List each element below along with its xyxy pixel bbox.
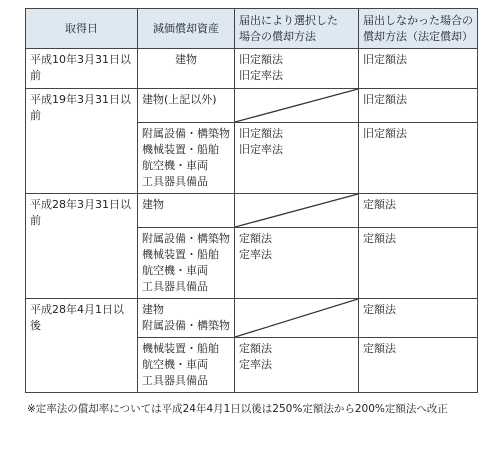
header-elected-method-line2: 場合の償却方法 <box>239 29 316 43</box>
not-applicable-slash-cell <box>235 299 359 338</box>
statutory-method-cell: 定額法 <box>359 299 478 338</box>
asset-label: 附属設備・構築物 <box>142 127 230 140</box>
method-label: 定率法 <box>239 248 272 261</box>
asset-label: 工具器具備品 <box>142 175 208 188</box>
asset-cell <box>138 123 235 194</box>
header-statutory-method-line2: 償却方法（法定償却） <box>363 29 473 43</box>
method-label: 定額法 <box>239 232 272 245</box>
acquisition-date-cell: 平成19年3月31日以前 <box>26 89 138 194</box>
acquisition-date-cell: 平成28年4月1日以後 <box>26 299 138 393</box>
header-acquisition-date: 取得日 <box>26 9 138 49</box>
table-row <box>26 299 478 338</box>
asset-cell: 建物 <box>138 49 235 89</box>
asset-label: 機械装置・船舶 <box>142 143 219 156</box>
asset-label: 機械装置・船舶 <box>142 342 219 355</box>
header-depreciable-asset: 減価償却資産 <box>138 9 235 49</box>
acquisition-date-cell: 平成10年3月31日以前 <box>26 49 138 89</box>
table-row <box>26 194 478 228</box>
asset-label: 工具器具備品 <box>142 374 208 387</box>
asset-cell <box>138 228 235 299</box>
footnote: ※定率法の償却率については平成24年4月1日以後は250%定額法から200%定額法へ改正 <box>27 403 448 415</box>
asset-cell <box>138 299 235 338</box>
statutory-method-cell: 定額法 <box>359 228 478 299</box>
asset-cell: 建物 <box>138 194 235 228</box>
elected-method-cell <box>235 123 359 194</box>
diagonal-slash-icon <box>235 194 358 227</box>
table-row <box>26 49 478 89</box>
statutory-method-cell: 旧定額法 <box>359 123 478 194</box>
method-label: 定額法 <box>239 342 272 355</box>
statutory-method-cell: 定額法 <box>359 194 478 228</box>
diagonal-slash-icon <box>235 299 358 337</box>
not-applicable-slash-cell <box>235 194 359 228</box>
header-elected-method-line1: 届出により選択した <box>239 13 338 27</box>
statutory-method-cell: 旧定額法 <box>359 49 478 89</box>
table-header-row <box>26 9 478 49</box>
elected-method-cell <box>235 49 359 89</box>
method-label: 旧定額法 <box>239 53 283 66</box>
asset-cell <box>138 338 235 393</box>
method-label: 旧定率法 <box>239 143 283 156</box>
diagonal-slash-icon <box>235 89 358 122</box>
statutory-method-cell: 旧定額法 <box>359 89 478 123</box>
acquisition-date-cell: 平成28年3月31日以前 <box>26 194 138 299</box>
depreciation-method-table <box>25 8 478 393</box>
method-label: 定率法 <box>239 358 272 371</box>
header-statutory-method <box>359 9 478 49</box>
statutory-method-cell: 定額法 <box>359 338 478 393</box>
elected-method-cell <box>235 228 359 299</box>
table-row <box>26 89 478 123</box>
elected-method-cell <box>235 338 359 393</box>
header-elected-method <box>235 9 359 49</box>
method-label: 旧定額法 <box>239 127 283 140</box>
not-applicable-slash-cell <box>235 89 359 123</box>
asset-label: 工具器具備品 <box>142 280 208 293</box>
asset-label: 航空機・車両 <box>142 264 208 277</box>
asset-label: 航空機・車両 <box>142 358 208 371</box>
asset-label: 建物 <box>142 303 164 316</box>
header-statutory-method-line1: 届出しなかった場合の <box>363 13 473 27</box>
method-label: 旧定率法 <box>239 69 283 82</box>
asset-label: 航空機・車両 <box>142 159 208 172</box>
asset-cell: 建物(上記以外) <box>138 89 235 123</box>
asset-label: 機械装置・船舶 <box>142 248 219 261</box>
asset-label: 附属設備・構築物 <box>142 319 230 332</box>
asset-label: 附属設備・構築物 <box>142 232 230 245</box>
